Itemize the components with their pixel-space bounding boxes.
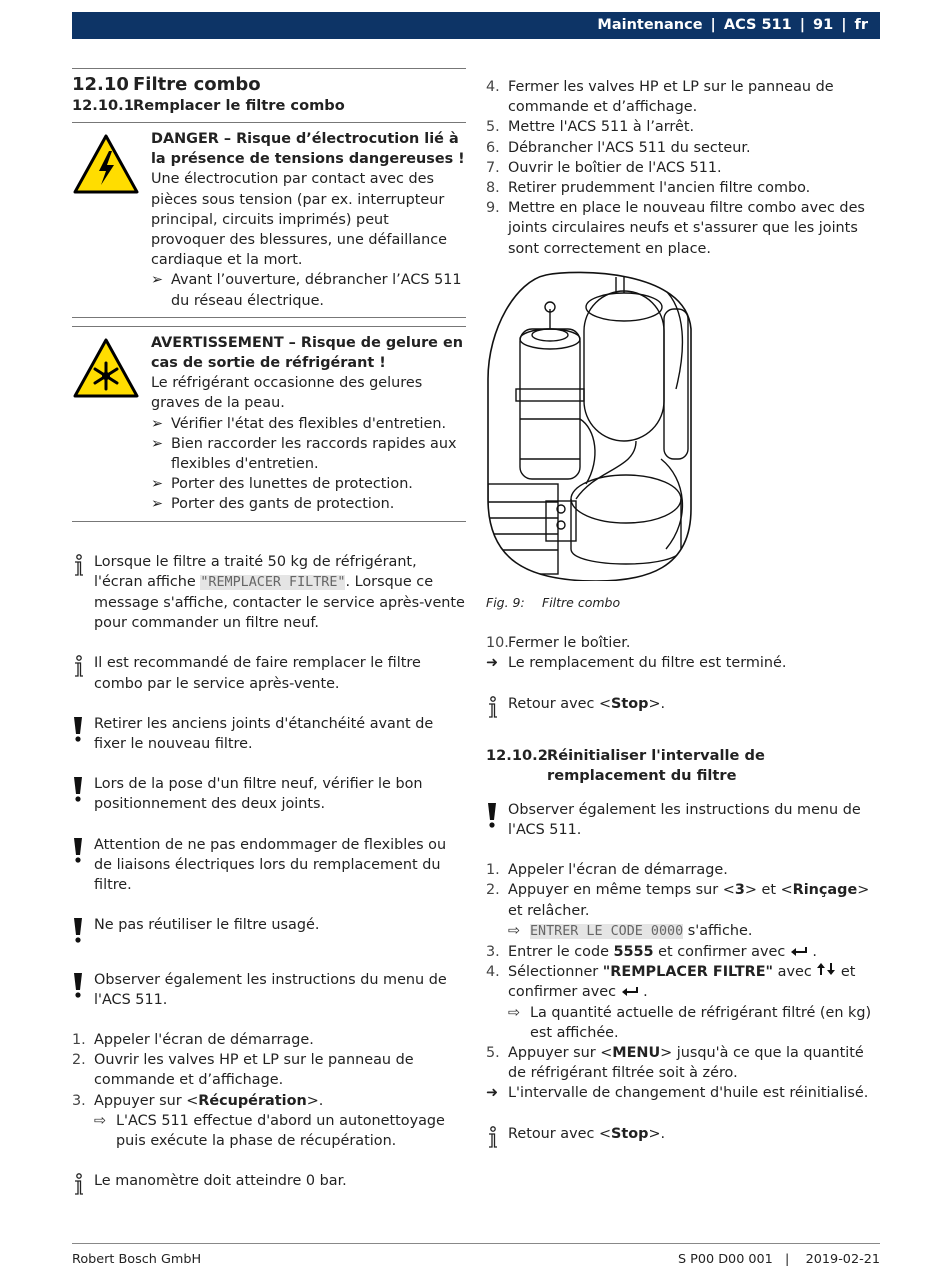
- header-section: Maintenance: [597, 17, 703, 33]
- subsection-heading: 12.10.2 Réinitialiser l'intervalle de remplacement du filtre: [486, 746, 765, 784]
- header-product: ACS 511: [723, 17, 792, 33]
- header-language: fr: [854, 17, 868, 33]
- exclamation-icon: [72, 972, 84, 998]
- exclamation-icon: [72, 776, 84, 802]
- arrow-up-icon: [816, 962, 826, 976]
- warning-body: Le réfrigérant occasionne des gelures graves de la peau.: [151, 375, 423, 412]
- warning-item: Porter des gants de protection.: [171, 496, 395, 513]
- result-line: ➜ L'intervalle de changement d'huile est réinitialisé.: [486, 1085, 869, 1102]
- footer-date: 2019-02-21: [805, 1252, 880, 1267]
- warning-item: Vérifier l'état des flexibles d'entretien.: [171, 415, 447, 432]
- step: 4. Fermer les valves HP et LP sur le panneau de commande et d’affichage.: [486, 79, 834, 116]
- footer-company: Robert Bosch GmbH: [72, 1252, 202, 1267]
- step: 6. Débrancher l'ACS 511 du secteur.: [486, 139, 751, 156]
- step: 3. Entrer le code 5555 et confirmer avec .: [486, 944, 817, 961]
- info-note: Lorsque le filtre a traité 50 kg de réfrigérant, l'écran affiche "REMPLACER FILTRE". Lorsque ce message s'affiche, contacter le service après-vente pour commander un filtre neuf.: [72, 552, 466, 634]
- info-icon: [486, 1126, 500, 1150]
- step: 5. Mettre l'ACS 511 à l’arrêt.: [486, 119, 695, 136]
- enter-key-icon: [621, 986, 639, 996]
- footer-doc-number: S P00 D00 001: [677, 1252, 773, 1267]
- electric-hazard-icon: [72, 133, 140, 195]
- frost-hazard-icon: [72, 337, 140, 399]
- info-note: Il est recommandé de faire remplacer le filtre combo par le service après-vente.: [72, 653, 466, 693]
- page-header: Maintenance | ACS 511 | 91 | fr: [72, 12, 880, 39]
- warning-box: AVERTISSEMENT – Risque de gelure en cas de sortie de réfrigérant ! Le réfrigérant occasionne des gelures graves de la peau. ➢ Vérifier l'état des flexibles d'entretien. ➢ Bien raccorder les raccords rapides aux flexibles d'entretien. ➢ Porter des lunettes de protection. ➢ Porter des gants de protection.: [72, 327, 466, 521]
- step: 9. Mettre en place le nouveau filtre combo avec des joints circulaires neufs et s'assurer que les joints sont correctement en place.: [486, 200, 865, 257]
- figure-caption: Fig. 9: Filtre combo: [486, 595, 621, 611]
- info-icon: [72, 655, 86, 679]
- section-heading: 12.10 Filtre combo: [72, 74, 261, 95]
- info-note: Retour avec <Stop>.: [486, 694, 880, 726]
- left-column: [72, 68, 466, 1203]
- attention-note: Observer également les instructions du menu de l'ACS 511.: [72, 970, 466, 1010]
- danger-body: Une électrocution par contact avec des pièces sous tension (par ex. interrupteur principal, circuits imprimés) peut provoquer des blessures, une défaillance cardiaque et la mort.: [151, 171, 447, 269]
- display-code: "REMPLACER FILTRE": [200, 574, 346, 590]
- step: 5. Appuyer sur <MENU> jusqu'à ce que la quantité de réfrigérant filtrée soit à zéro.: [486, 1045, 864, 1082]
- info-icon: [486, 696, 500, 720]
- attention-note: Attention de ne pas endommager de flexibles ou de liaisons électriques lors du remplacement du filtre.: [72, 835, 466, 896]
- enter-key-icon: [790, 946, 808, 956]
- display-code: ENTRER LE CODE 0000: [530, 923, 684, 939]
- step: 2. Ouvrir les valves HP et LP sur le panneau de commande et d’affichage.: [72, 1052, 414, 1089]
- attention-note: Ne pas réutiliser le filtre usagé.: [72, 915, 466, 949]
- arrow-down-icon: [826, 962, 836, 976]
- info-note: Le manomètre doit atteindre 0 bar.: [72, 1171, 466, 1203]
- step: 4. Sélectionner "REMPLACER FILTRE" avec et confirmer avec . ⇨ La quantité actuelle de réfrigérant filtré (en kg) est affichée.: [486, 964, 872, 1041]
- step: 2. Appuyer en même temps sur <3> et <Rinçage> et relâcher. ⇨ ENTRER LE CODE 0000 s'affiche.: [486, 882, 870, 939]
- right-column: [486, 77, 880, 1156]
- warning-item: Bien raccorder les raccords rapides aux flexibles d'entretien.: [171, 435, 457, 473]
- result-line: ➜ Le remplacement du filtre est terminé.: [486, 655, 787, 672]
- danger-item: Avant l’ouverture, débrancher l’ACS 511 du réseau électrique.: [171, 272, 462, 309]
- warning-title: AVERTISSEMENT – Risque de gelure en cas de sortie de réfrigérant !: [151, 334, 463, 372]
- procedure-steps-continued: [486, 77, 880, 259]
- exclamation-icon: [72, 917, 84, 943]
- combo-filter-illustration: [486, 269, 696, 581]
- attention-note: Observer également les instructions du menu de l'ACS 511.: [486, 800, 880, 840]
- exclamation-icon: [72, 837, 84, 863]
- procedure-steps: [72, 1030, 466, 1151]
- figure: [486, 269, 880, 613]
- header-page-number: 91: [813, 17, 834, 33]
- reset-steps: [486, 860, 880, 1083]
- info-icon: [72, 1173, 86, 1197]
- step: 10. Fermer le boîtier.: [486, 635, 631, 652]
- exclamation-icon: [486, 802, 498, 828]
- danger-title: DANGER – Risque d’électrocution lié à la présence de tensions dangereuses !: [151, 131, 465, 168]
- step: 7. Ouvrir le boîtier de l'ACS 511.: [486, 159, 722, 176]
- step: 8. Retirer prudemment l'ancien filtre combo.: [486, 180, 811, 197]
- attention-note: Retirer les anciens joints d'étanchéité avant de fixer le nouveau filtre.: [72, 714, 466, 754]
- info-note: Retour avec <Stop>.: [486, 1124, 880, 1156]
- subsection-heading: 12.10.1Remplacer le filtre combo: [72, 97, 345, 114]
- step: 1. Appeler l'écran de démarrage.: [72, 1031, 314, 1048]
- step: 1. Appeler l'écran de démarrage.: [486, 862, 728, 879]
- step: 3. Appuyer sur <Récupération>. ⇨ L'ACS 511 effectue d'abord un autonettoyage puis exécute la phase de récupération.: [72, 1092, 445, 1149]
- exclamation-icon: [72, 716, 84, 742]
- page-footer: Robert Bosch GmbH S P00 D00 001 | 2019-02-21: [72, 1243, 880, 1269]
- attention-note: Lors de la pose d'un filtre neuf, vérifier le bon positionnement des deux joints.: [72, 774, 466, 814]
- warning-item: Porter des lunettes de protection.: [171, 476, 413, 493]
- info-icon: [72, 554, 86, 578]
- danger-box: DANGER – Risque d’électrocution lié à la présence de tensions dangereuses ! Une électrocution par contact avec des pièces sous tension (par ex. interrupteur principal, circuits imprimés) peut provoquer des blessures, une défaillance cardiaque et la mort. ➢ Avant l’ouverture, débrancher l’ACS 511 du réseau électrique.: [72, 123, 466, 317]
